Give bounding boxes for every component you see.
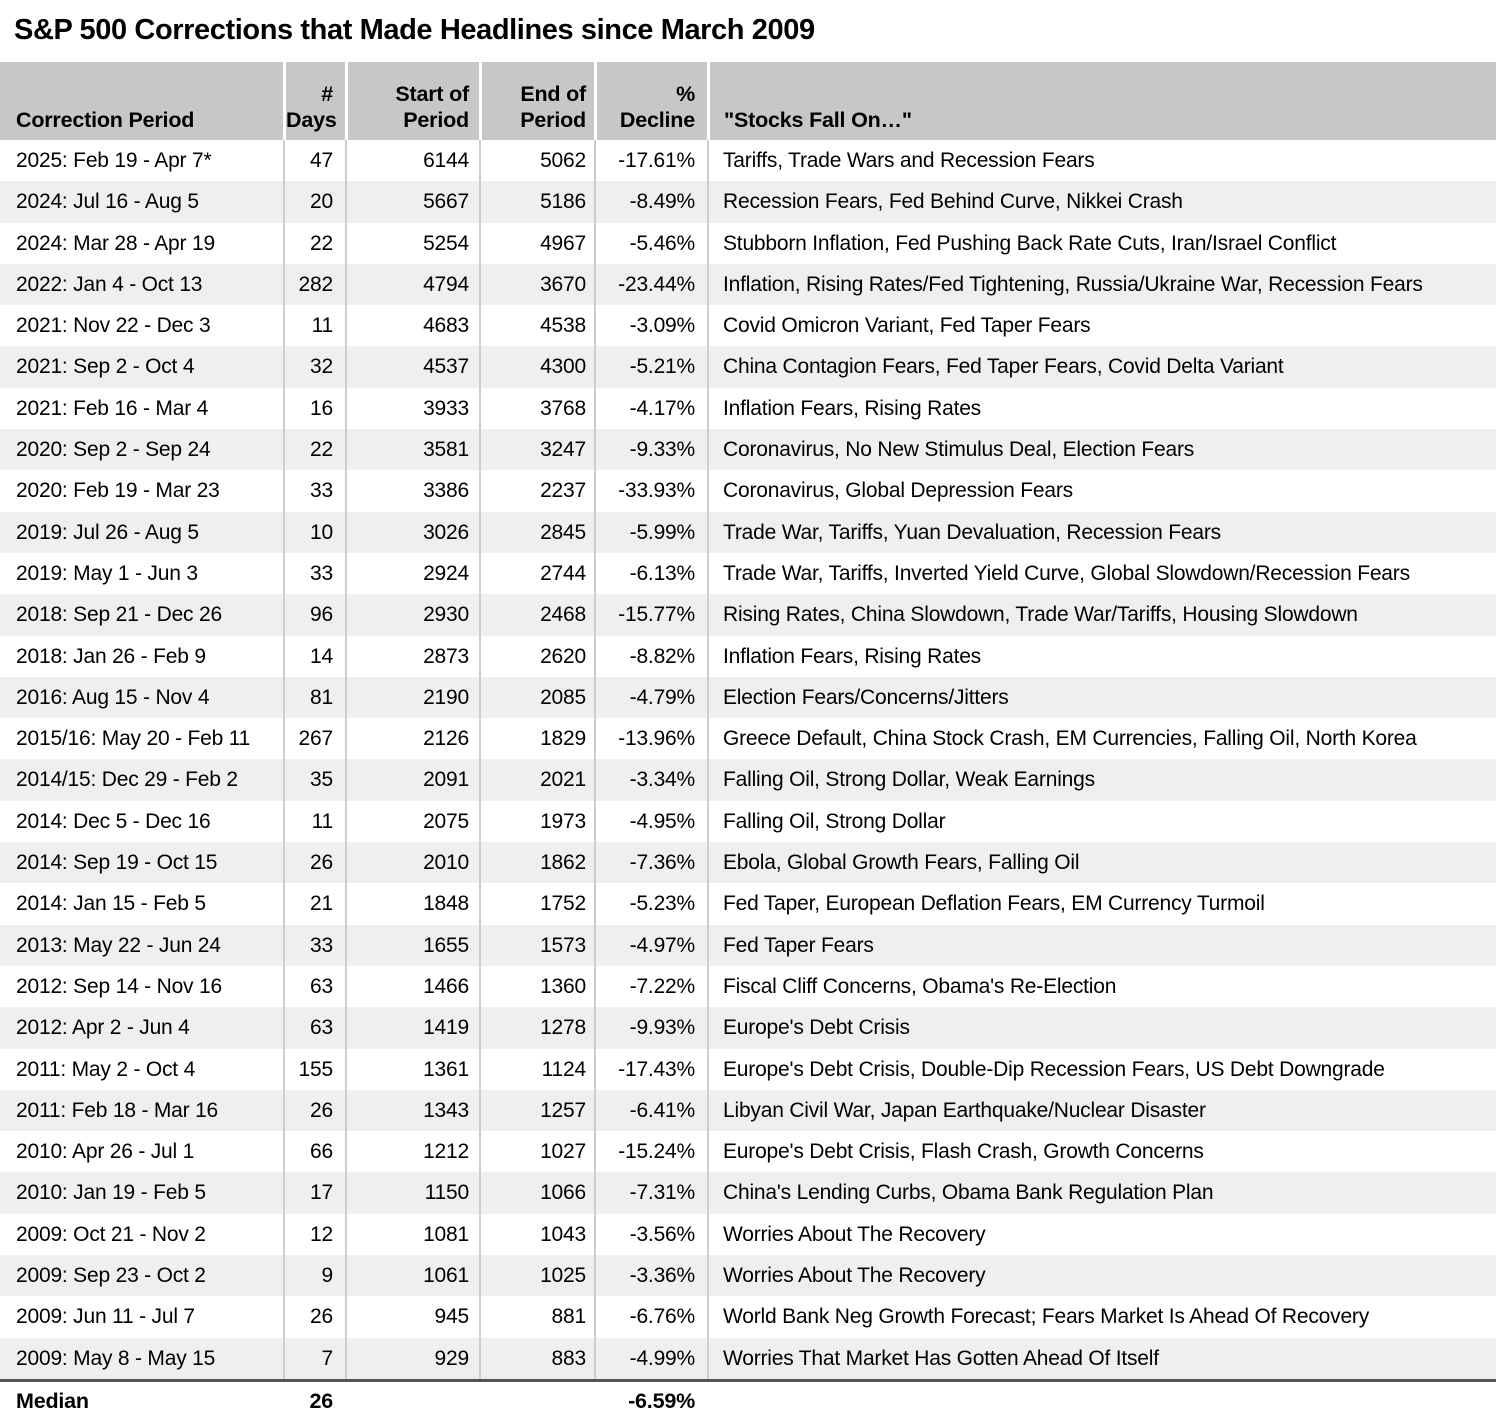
cell-end-of-period: 1027	[479, 1131, 594, 1172]
cell-correction-period: 2025: Feb 19 - Apr 7*	[16, 149, 212, 172]
cell-start-of-period: 1081	[345, 1214, 479, 1255]
cell-end-of-period: 4538	[479, 305, 594, 346]
cell-stocks-fall-on: Covid Omicron Variant, Fed Taper Fears	[707, 305, 1496, 346]
cell-percent-decline: -4.79%	[594, 677, 707, 718]
cell-correction-period: 2013: May 22 - Jun 24	[16, 933, 221, 957]
cell-correction-period: 2016: Aug 15 - Nov 4	[16, 685, 210, 709]
cell-correction-period: 2014/15: Dec 29 - Feb 2	[16, 768, 238, 792]
header-line-top: End of	[520, 82, 586, 106]
cell-end-of-period: 2845	[479, 512, 594, 553]
header-correction-period	[0, 62, 283, 140]
cell-stocks-fall-on: Fiscal Cliff Concerns, Obama's Re-Election	[707, 966, 1496, 1007]
cell-days: 63	[283, 1007, 345, 1048]
cell-correction-period: 2020: Sep 2 - Sep 24	[16, 438, 211, 462]
cell-stocks-fall-on: Libyan Civil War, Japan Earthquake/Nuclear Disaster	[707, 1090, 1496, 1131]
cell-start-of-period: 2075	[345, 801, 479, 842]
cell-percent-decline: -15.24%	[594, 1131, 707, 1172]
header-line-bottom: Decline	[619, 108, 695, 132]
table-row	[0, 636, 1496, 677]
table-row	[0, 512, 1496, 553]
table-row	[0, 594, 1496, 635]
cell-percent-decline: -17.43%	[594, 1049, 707, 1090]
table-row	[0, 1131, 1496, 1172]
cell-days: 10	[283, 512, 345, 553]
cell-end-of-period: 5062	[479, 140, 594, 181]
cell-end-of-period: 1066	[479, 1172, 594, 1213]
cell-stocks-fall-on: China's Lending Curbs, Obama Bank Regulation Plan	[707, 1172, 1496, 1213]
cell-end-of-period: 1862	[479, 842, 594, 883]
table-body	[0, 140, 1496, 1379]
cell-start-of-period: 1419	[345, 1007, 479, 1048]
header-line-bottom: Period	[403, 108, 469, 132]
table-row	[0, 305, 1496, 346]
header-line-top: Start of	[395, 82, 469, 106]
cell-correction-period: 2014: Dec 5 - Dec 16	[16, 809, 211, 833]
cell-start-of-period: 3581	[345, 429, 479, 470]
cell-correction-period: 2021: Nov 22 - Dec 3	[16, 314, 211, 338]
header-line-bottom: Period	[520, 108, 586, 132]
cell-days: 267	[283, 718, 345, 759]
table-row	[0, 883, 1496, 924]
cell-days: 14	[283, 636, 345, 677]
cell-percent-decline: -17.61%	[594, 140, 707, 181]
cell-start-of-period: 2091	[345, 759, 479, 800]
cell-percent-decline: -3.34%	[594, 759, 707, 800]
cell-correction-period: 2010: Jan 19 - Feb 5	[16, 1181, 206, 1205]
cell-percent-decline: -3.09%	[594, 305, 707, 346]
cell-end-of-period: 2085	[479, 677, 594, 718]
cell-days: 12	[283, 1214, 345, 1255]
cell-start-of-period: 1343	[345, 1090, 479, 1131]
table-row	[0, 1007, 1496, 1048]
cell-end-of-period: 1043	[479, 1214, 594, 1255]
cell-start-of-period: 945	[345, 1296, 479, 1337]
cell-days: 81	[283, 677, 345, 718]
cell-correction-period: 2021: Sep 2 - Oct 4	[16, 355, 195, 379]
cell-start-of-period: 1361	[345, 1049, 479, 1090]
cell-end-of-period: 1829	[479, 718, 594, 759]
cell-correction-period: 2018: Jan 26 - Feb 9	[16, 644, 206, 668]
table-row	[0, 429, 1496, 470]
cell-correction-period: 2009: Oct 21 - Nov 2	[16, 1222, 206, 1246]
cell-start-of-period: 2930	[345, 594, 479, 635]
cell-days: 155	[283, 1049, 345, 1090]
cell-stocks-fall-on: Inflation Fears, Rising Rates	[707, 388, 1496, 429]
cell-stocks-fall-on: Trade War, Tariffs, Inverted Yield Curve, Global Slowdown/Recession Fears	[707, 553, 1496, 594]
cell-stocks-fall-on: Inflation Fears, Rising Rates	[707, 636, 1496, 677]
table-row	[0, 140, 1496, 181]
cell-stocks-fall-on: China Contagion Fears, Fed Taper Fears, Covid Delta Variant	[707, 346, 1496, 387]
cell-stocks-fall-on: Tariffs, Trade Wars and Recession Fears	[707, 140, 1496, 181]
cell-days: 9	[283, 1255, 345, 1296]
cell-percent-decline: -8.49%	[594, 181, 707, 222]
cell-days: 20	[283, 181, 345, 222]
cell-start-of-period: 1212	[345, 1131, 479, 1172]
cell-end-of-period: 3670	[479, 264, 594, 305]
cell-end-of-period: 1973	[479, 801, 594, 842]
cell-days: 35	[283, 759, 345, 800]
cell-correction-period: 2009: Sep 23 - Oct 2	[16, 1264, 206, 1288]
cell-days: 66	[283, 1131, 345, 1172]
cell-percent-decline: -6.41%	[594, 1090, 707, 1131]
table-row	[0, 759, 1496, 800]
cell-end-of-period: 2620	[479, 636, 594, 677]
cell-start-of-period: 929	[345, 1338, 479, 1379]
cell-stocks-fall-on: Stubborn Inflation, Fed Pushing Back Rate Cuts, Iran/Israel Conflict	[707, 223, 1496, 264]
cell-end-of-period: 4967	[479, 223, 594, 264]
cell-end-of-period: 2021	[479, 759, 594, 800]
header-line-bottom: "Stocks Fall On…"	[724, 108, 912, 132]
header-line-bottom: Correction Period	[16, 108, 195, 132]
cell-correction-period: 2014: Sep 19 - Oct 15	[16, 851, 218, 875]
cell-percent-decline: -4.97%	[594, 925, 707, 966]
cell-end-of-period: 883	[479, 1338, 594, 1379]
cell-days: 282	[283, 264, 345, 305]
cell-end-of-period: 1257	[479, 1090, 594, 1131]
cell-percent-decline: -5.23%	[594, 883, 707, 924]
table-row	[0, 1296, 1496, 1337]
cell-correction-period: 2014: Jan 15 - Feb 5	[16, 892, 206, 916]
table-row	[0, 925, 1496, 966]
page-title: S&P 500 Corrections that Made Headlines since March 2009	[14, 14, 815, 46]
header-percent-decline	[594, 62, 707, 140]
cell-end-of-period: 4300	[479, 346, 594, 387]
cell-start-of-period: 1150	[345, 1172, 479, 1213]
cell-stocks-fall-on: Rising Rates, China Slowdown, Trade War/Tariffs, Housing Slowdown	[707, 594, 1496, 635]
cell-stocks-fall-on: World Bank Neg Growth Forecast; Fears Market Is Ahead Of Recovery	[707, 1296, 1496, 1337]
cell-correction-period: 2009: Jun 11 - Jul 7	[16, 1305, 195, 1329]
cell-end-of-period: 1124	[479, 1049, 594, 1090]
cell-stocks-fall-on: Falling Oil, Strong Dollar, Weak Earnings	[707, 759, 1496, 800]
cell-stocks-fall-on: Trade War, Tariffs, Yuan Devaluation, Recession Fears	[707, 512, 1496, 553]
cell-stocks-fall-on: Fed Taper, European Deflation Fears, EM Currency Turmoil	[707, 883, 1496, 924]
cell-days: 26	[283, 1296, 345, 1337]
cell-days: 96	[283, 594, 345, 635]
cell-percent-decline: -8.82%	[594, 636, 707, 677]
cell-start-of-period: 2873	[345, 636, 479, 677]
cell-start-of-period: 3933	[345, 388, 479, 429]
cell-stocks-fall-on: Falling Oil, Strong Dollar	[707, 801, 1496, 842]
cell-stocks-fall-on: Worries About The Recovery	[707, 1214, 1496, 1255]
table-row	[0, 1338, 1496, 1379]
cell-days: 26	[283, 1090, 345, 1131]
table-row	[0, 718, 1496, 759]
cell-stocks-fall-on: Greece Default, China Stock Crash, EM Currencies, Falling Oil, North Korea	[707, 718, 1496, 759]
cell-correction-period: 2024: Jul 16 - Aug 5	[16, 190, 199, 214]
cell-start-of-period: 5667	[345, 181, 479, 222]
table-row	[0, 1090, 1496, 1131]
cell-start-of-period: 2010	[345, 842, 479, 883]
cell-end-of-period: 881	[479, 1296, 594, 1337]
cell-end-of-period: 1360	[479, 966, 594, 1007]
cell-start-of-period: 2924	[345, 553, 479, 594]
table-row	[0, 1049, 1496, 1090]
cell-end-of-period: 5186	[479, 181, 594, 222]
cell-stocks-fall-on: Fed Taper Fears	[707, 925, 1496, 966]
cell-stocks-fall-on: Worries That Market Has Gotten Ahead Of Itself	[707, 1338, 1496, 1379]
cell-correction-period: 2012: Sep 14 - Nov 16	[16, 974, 222, 998]
cell-end-of-period: 2237	[479, 470, 594, 511]
cell-percent-decline: -7.31%	[594, 1172, 707, 1213]
table-row	[0, 1214, 1496, 1255]
cell-percent-decline: -7.36%	[594, 842, 707, 883]
cell-percent-decline: -4.17%	[594, 388, 707, 429]
cell-start-of-period: 5254	[345, 223, 479, 264]
cell-correction-period: 2010: Apr 26 - Jul 1	[16, 1140, 195, 1164]
cell-stocks-fall-on: Ebola, Global Growth Fears, Falling Oil	[707, 842, 1496, 883]
cell-percent-decline: -5.99%	[594, 512, 707, 553]
cell-days: 26	[283, 842, 345, 883]
median-row	[0, 1379, 1496, 1421]
header-line-bottom: Days	[286, 108, 337, 132]
cell-days: 17	[283, 1172, 345, 1213]
cell-days: 33	[283, 553, 345, 594]
cell-correction-period: 2015/16: May 20 - Feb 11	[16, 727, 251, 751]
header-days	[283, 62, 345, 140]
median-label: Median	[16, 1388, 89, 1413]
cell-percent-decline: -6.76%	[594, 1296, 707, 1337]
cell-days: 22	[283, 429, 345, 470]
cell-days: 63	[283, 966, 345, 1007]
cell-stocks-fall-on: Coronavirus, No New Stimulus Deal, Election Fears	[707, 429, 1496, 470]
table-row	[0, 470, 1496, 511]
cell-correction-period: 2024: Mar 28 - Apr 19	[16, 231, 215, 255]
cell-stocks-fall-on: Worries About The Recovery	[707, 1255, 1496, 1296]
header-start-of-period	[345, 62, 479, 140]
cell-percent-decline: -13.96%	[594, 718, 707, 759]
median-decline: -6.59%	[628, 1388, 695, 1413]
cell-percent-decline: -6.13%	[594, 553, 707, 594]
cell-start-of-period: 1061	[345, 1255, 479, 1296]
cell-correction-period: 2021: Feb 16 - Mar 4	[16, 396, 209, 420]
cell-percent-decline: -9.33%	[594, 429, 707, 470]
table-row	[0, 966, 1496, 1007]
cell-percent-decline: -9.93%	[594, 1007, 707, 1048]
cell-end-of-period: 3247	[479, 429, 594, 470]
table-row	[0, 223, 1496, 264]
header-end-of-period	[479, 62, 594, 140]
cell-start-of-period: 4537	[345, 346, 479, 387]
cell-percent-decline: -5.46%	[594, 223, 707, 264]
cell-percent-decline: -33.93%	[594, 470, 707, 511]
table-row	[0, 346, 1496, 387]
table-row	[0, 264, 1496, 305]
cell-start-of-period: 3026	[345, 512, 479, 553]
table-row	[0, 677, 1496, 718]
cell-correction-period: 2011: May 2 - Oct 4	[16, 1057, 196, 1081]
cell-start-of-period: 3386	[345, 470, 479, 511]
header-stocks-fall-on	[707, 62, 1496, 140]
cell-correction-period: 2012: Apr 2 - Jun 4	[16, 1016, 190, 1040]
cell-days: 11	[283, 305, 345, 346]
cell-stocks-fall-on: Election Fears/Concerns/Jitters	[707, 677, 1496, 718]
cell-correction-period: 2018: Sep 21 - Dec 26	[16, 603, 222, 627]
cell-days: 21	[283, 883, 345, 924]
cell-days: 11	[283, 801, 345, 842]
cell-end-of-period: 3768	[479, 388, 594, 429]
cell-percent-decline: -5.21%	[594, 346, 707, 387]
cell-end-of-period: 1278	[479, 1007, 594, 1048]
table-row	[0, 181, 1496, 222]
cell-stocks-fall-on: Inflation, Rising Rates/Fed Tightening, Russia/Ukraine War, Recession Fears	[707, 264, 1496, 305]
table-row	[0, 801, 1496, 842]
cell-percent-decline: -7.22%	[594, 966, 707, 1007]
cell-days: 22	[283, 223, 345, 264]
cell-days: 7	[283, 1338, 345, 1379]
cell-end-of-period: 1573	[479, 925, 594, 966]
cell-start-of-period: 1466	[345, 966, 479, 1007]
cell-percent-decline: -23.44%	[594, 264, 707, 305]
table-row	[0, 388, 1496, 429]
cell-stocks-fall-on: Coronavirus, Global Depression Fears	[707, 470, 1496, 511]
cell-days: 33	[283, 470, 345, 511]
cell-end-of-period: 1752	[479, 883, 594, 924]
cell-stocks-fall-on: Europe's Debt Crisis, Flash Crash, Growth Concerns	[707, 1131, 1496, 1172]
cell-correction-period: 2019: Jul 26 - Aug 5	[16, 520, 199, 544]
cell-start-of-period: 2126	[345, 718, 479, 759]
table-row	[0, 842, 1496, 883]
cell-start-of-period: 4683	[345, 305, 479, 346]
cell-percent-decline: -3.56%	[594, 1214, 707, 1255]
table-row	[0, 1172, 1496, 1213]
cell-stocks-fall-on: Europe's Debt Crisis	[707, 1007, 1496, 1048]
cell-end-of-period: 2468	[479, 594, 594, 635]
cell-percent-decline: -4.99%	[594, 1338, 707, 1379]
cell-correction-period: 2019: May 1 - Jun 3	[16, 561, 198, 585]
header-line-top: %	[676, 82, 695, 106]
cell-correction-period: 2022: Jan 4 - Oct 13	[16, 272, 203, 296]
cell-correction-period: 2011: Feb 18 - Mar 16	[16, 1098, 219, 1122]
cell-correction-period: 2020: Feb 19 - Mar 23	[16, 479, 220, 503]
cell-days: 47	[283, 140, 345, 181]
median-days: 26	[309, 1388, 333, 1413]
cell-percent-decline: -4.95%	[594, 801, 707, 842]
cell-percent-decline: -3.36%	[594, 1255, 707, 1296]
cell-start-of-period: 4794	[345, 264, 479, 305]
cell-days: 33	[283, 925, 345, 966]
table-row	[0, 1255, 1496, 1296]
cell-stocks-fall-on: Europe's Debt Crisis, Double-Dip Recession Fears, US Debt Downgrade	[707, 1049, 1496, 1090]
cell-start-of-period: 6144	[345, 140, 479, 181]
cell-stocks-fall-on: Recession Fears, Fed Behind Curve, Nikkei Crash	[707, 181, 1496, 222]
cell-percent-decline: -15.77%	[594, 594, 707, 635]
cell-end-of-period: 2744	[479, 553, 594, 594]
cell-start-of-period: 2190	[345, 677, 479, 718]
table-row	[0, 553, 1496, 594]
cell-start-of-period: 1655	[345, 925, 479, 966]
cell-end-of-period: 1025	[479, 1255, 594, 1296]
cell-correction-period: 2009: May 8 - May 15	[16, 1346, 216, 1370]
cell-days: 16	[283, 388, 345, 429]
cell-start-of-period: 1848	[345, 883, 479, 924]
table-header	[0, 62, 1496, 140]
cell-days: 32	[283, 346, 345, 387]
header-line-top: #	[321, 82, 333, 106]
